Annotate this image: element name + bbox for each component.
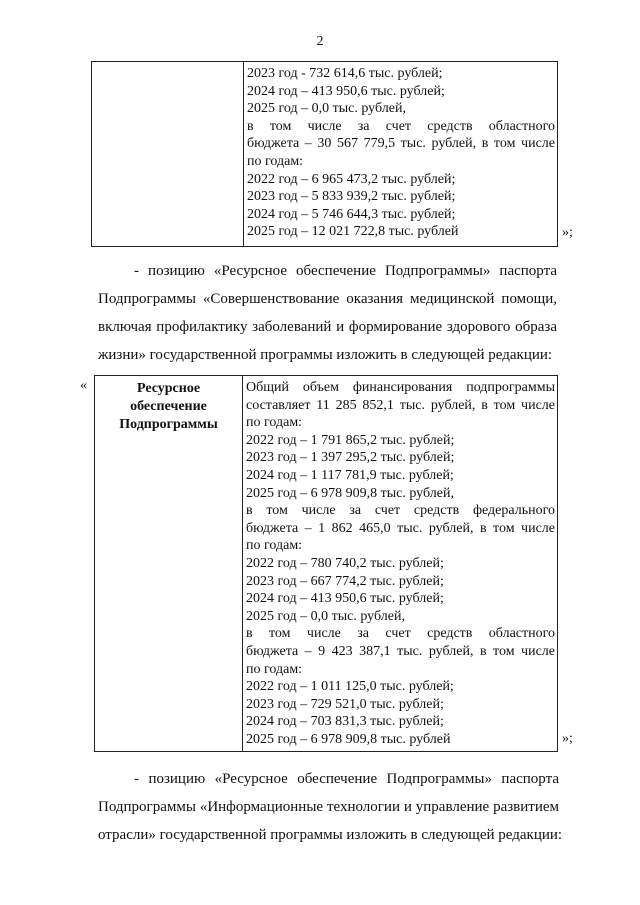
table-line: по годам: (246, 415, 303, 431)
closing-quote-mark: »; (562, 731, 573, 746)
table-line: 2022 год – 6 965 473,2 тыс. рублей; (247, 171, 456, 187)
table-line: 2024 год – 413 950,6 тыс. рублей; (247, 83, 445, 99)
table-line: 2023 год – 667 774,2 тыс. рублей; (246, 573, 444, 589)
table-line: 2022 год – 780 740,2 тыс. рублей; (246, 555, 444, 571)
table-line: 2023 год - 732 614,6 тыс. рублей; (247, 66, 443, 81)
table-line: в том числе за счет средств областного (247, 118, 555, 134)
resource-label-cell (95, 376, 243, 752)
table-line: по годам: (246, 538, 303, 554)
table-line: 2024 год – 1 117 781,9 тыс. рублей; (246, 467, 454, 483)
table-line: по годам: (246, 661, 303, 677)
table-line: 2022 год – 1 011 125,0 тыс. рублей; (246, 679, 454, 695)
table-line: в том числе за счет средств федерального (246, 503, 555, 519)
table-line: 2023 год – 729 521,0 тыс. рублей; (246, 696, 444, 712)
paragraph-line: включая профилактику заболеваний и формирование здорового образа (98, 319, 557, 335)
paragraph-line: Подпрограммы «Совершенствование оказания медицинской помощи, (98, 291, 557, 307)
table-text-cell (243, 376, 558, 752)
paragraph-line: - позицию «Ресурсное обеспечение Подпрограммы» паспорта (134, 263, 557, 279)
closing-quote-mark: »; (562, 225, 573, 240)
table-text-cell (244, 62, 558, 247)
instruction-paragraph (98, 765, 563, 849)
paragraph-line: отрасли» государственной программы изложить в следующей редакции: (98, 827, 563, 843)
table-line: бюджета – 9 423 387,1 тыс. рублей, в том числе (246, 643, 555, 659)
table-line: 2025 год – 0,0 тыс. рублей, (247, 101, 406, 117)
table-line: по годам: (247, 153, 304, 169)
table-line: 2022 год – 1 791 865,2 тыс. рублей; (246, 432, 455, 448)
resource-label-line: Ресурсное (136, 381, 201, 396)
table-line: 2023 год – 5 833 939,2 тыс. рублей; (247, 189, 456, 205)
table-line: в том числе за счет средств областного (246, 626, 555, 642)
table-line: бюджета – 30 567 779,5 тыс. рублей, в том числе (247, 136, 555, 152)
table-line: 2025 год – 12 021 722,8 тыс. рублей (247, 224, 459, 240)
resource-label-line: Подпрограммы (119, 417, 218, 432)
table-line: 2024 год – 413 950,6 тыс. рублей; (246, 591, 444, 607)
table-line: 2023 год – 1 397 295,2 тыс. рублей; (246, 450, 455, 466)
table-line: составляет 11 285 852,1 тыс. рублей, в том числе (246, 397, 555, 413)
paragraph-line: Подпрограммы «Информационные технологии и управление развитием (98, 799, 559, 815)
resource-table-continued (91, 61, 558, 247)
resource-label-line: обеспечение (130, 399, 207, 414)
table-line: 2025 год – 6 978 909,8 тыс. рублей (246, 731, 451, 747)
table-line: 2025 год – 0,0 тыс. рублей, (246, 608, 405, 624)
table-line: бюджета – 1 862 465,0 тыс. рублей, в том числе (246, 520, 555, 536)
instruction-paragraph (98, 257, 557, 369)
table-line: 2024 год – 5 746 644,3 тыс. рублей; (247, 206, 456, 222)
table-line: 2025 год – 6 978 909,8 тыс. рублей, (246, 485, 454, 501)
table-line: Общий объем финансирования подпрограммы (246, 380, 555, 395)
opening-quote-mark: « (80, 378, 87, 393)
page-number: 2 (316, 34, 324, 49)
table-left-cell (92, 62, 244, 247)
table-line: 2024 год – 703 831,3 тыс. рублей; (246, 714, 444, 730)
resource-table (94, 375, 558, 752)
paragraph-line: жизни» государственной программы изложить в следующей редакции: (98, 347, 553, 363)
paragraph-line: - позицию «Ресурсное обеспечение Подпрограммы» паспорта (134, 771, 559, 787)
